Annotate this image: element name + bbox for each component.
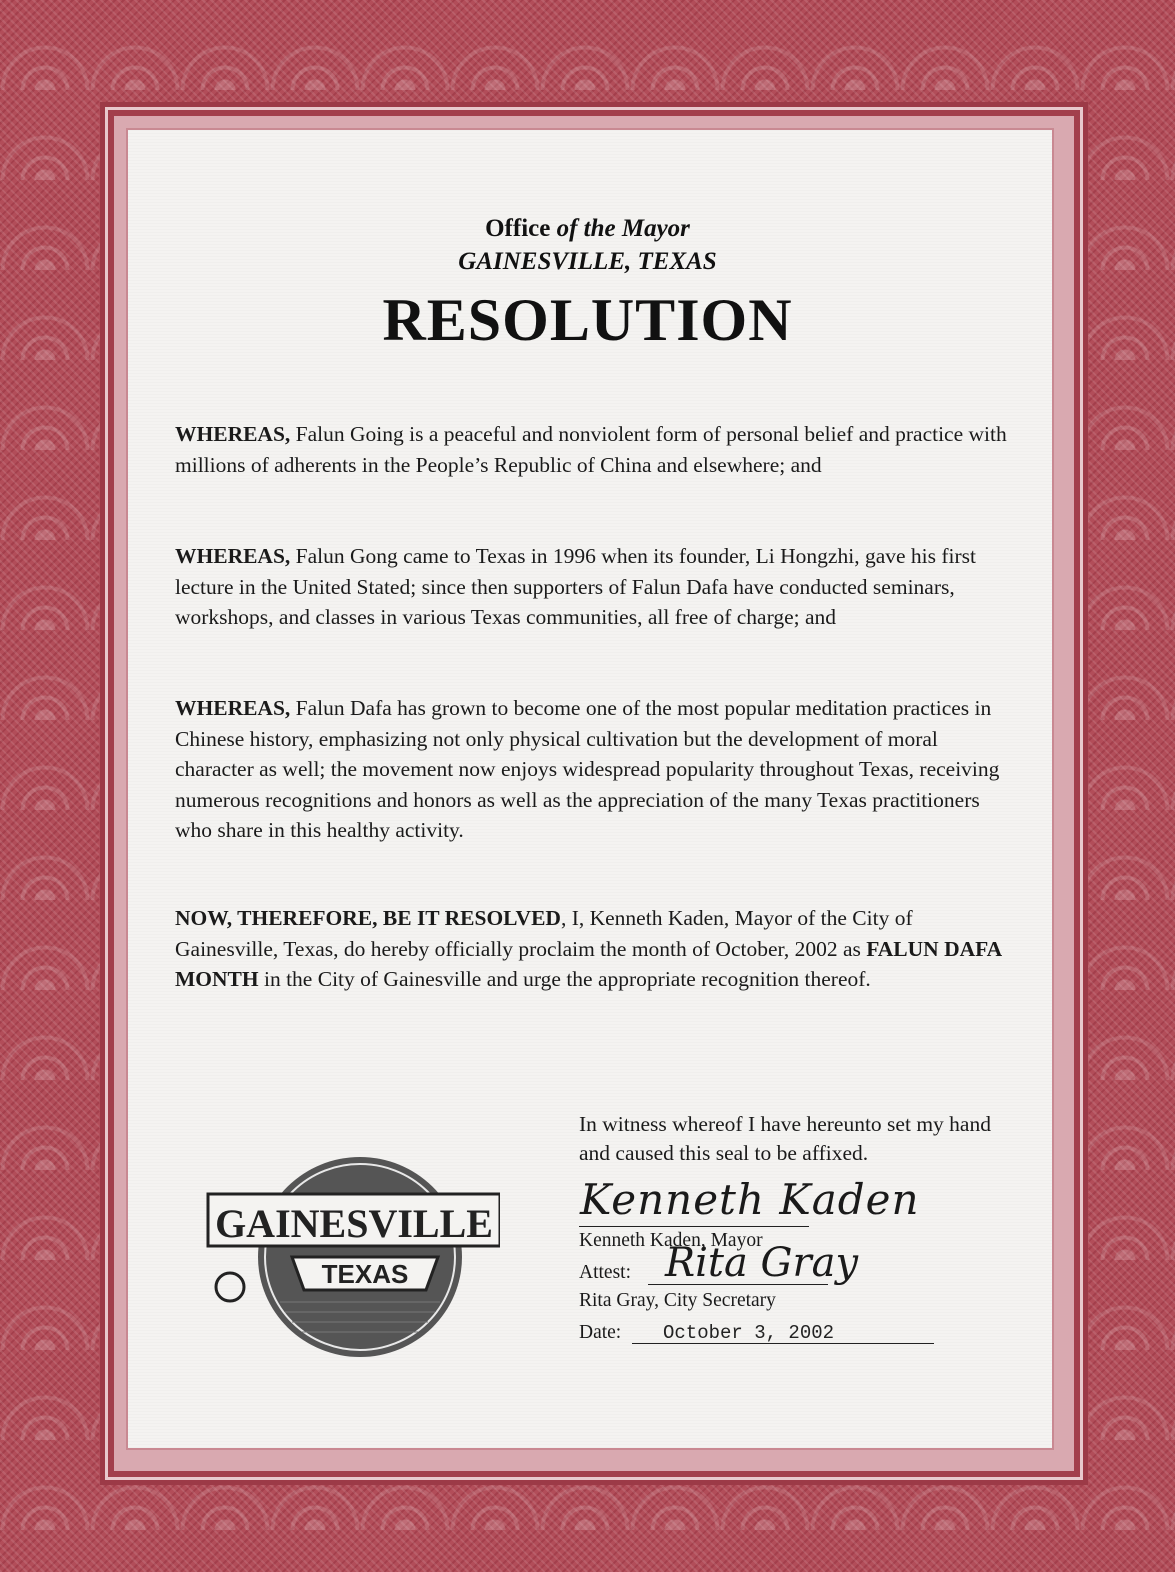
office-prefix: Office [485, 215, 551, 242]
mayor-signature-line [579, 1226, 809, 1227]
document-title: RESOLUTION [382, 287, 793, 353]
seal-name-text: GAINESVILLE [215, 1201, 493, 1246]
whereas-paragraph-2 [175, 541, 1010, 633]
mayor-name: Kenneth Kaden, Mayor [579, 1230, 763, 1251]
paragraph-lead: WHEREAS, [175, 422, 291, 446]
paragraph-text: Falun Dafa has grown to become one of the most popular meditation practices in Chinese history, emphasizing not only physical cultivation but the development of moral character as well; the movement now enjoys widespread popularity throughout Texas, receiving numerous recognitions and honors as well as the appreciation of the many Texas practitioners who share in this healthy activity. [175, 696, 1000, 842]
mayor-signature: Kenneth Kaden [580, 1175, 920, 1224]
secretary-signature: Rita Gray [665, 1240, 859, 1286]
resolved-text-b: in the City of Gainesville and urge the appropriate recognition thereof. [258, 967, 871, 991]
paragraph-text: Falun Gong came to Texas in 1996 when its founder, Li Hongzhi, gave his first lecture in the United Stated; since then supporters of Falun Dafa have conducted seminars, workshops, and classes in various Texas communities, all free of charge; and [175, 544, 977, 629]
seal-state-text: TEXAS [321, 1259, 409, 1289]
date-value: October 3, 2002 [663, 1322, 835, 1344]
resolved-paragraph [175, 903, 1010, 995]
seal-ornament [216, 1273, 244, 1301]
office-italic: of the Mayor [556, 215, 690, 242]
date-label: Date: [579, 1322, 622, 1343]
paragraph-text: Falun Going is a peaceful and nonviolent form of personal belief and practice with millions of adherents in the People’s Republic of China and elsewhere; and [175, 422, 1007, 477]
paragraph-lead: WHEREAS, [175, 544, 291, 568]
witness-statement: In witness whereof I have hereunto set my hand and caused this seal to be affixed. [579, 1112, 991, 1165]
resolved-emphasis: FALUN DAFA MONTH [175, 936, 1001, 991]
whereas-paragraph-1 [175, 419, 1010, 480]
resolved-lead: NOW, THEREFORE, BE IT RESOLVED [175, 906, 561, 930]
secretary-name: Rita Gray, City Secretary [579, 1290, 776, 1311]
city-heading: GAINESVILLE, TEXAS [458, 248, 717, 275]
attest-label: Attest: [579, 1262, 631, 1283]
office-heading [0, 215, 1175, 243]
city-seal-logo [200, 1152, 500, 1372]
paragraph-lead: WHEREAS, [175, 696, 291, 720]
whereas-paragraph-3 [175, 693, 1010, 846]
resolved-text-a: , I, Kenneth Kaden, Mayor of the City of Gainesville, Texas, do hereby officially proclaim the month of October, 2002 as [175, 906, 913, 961]
